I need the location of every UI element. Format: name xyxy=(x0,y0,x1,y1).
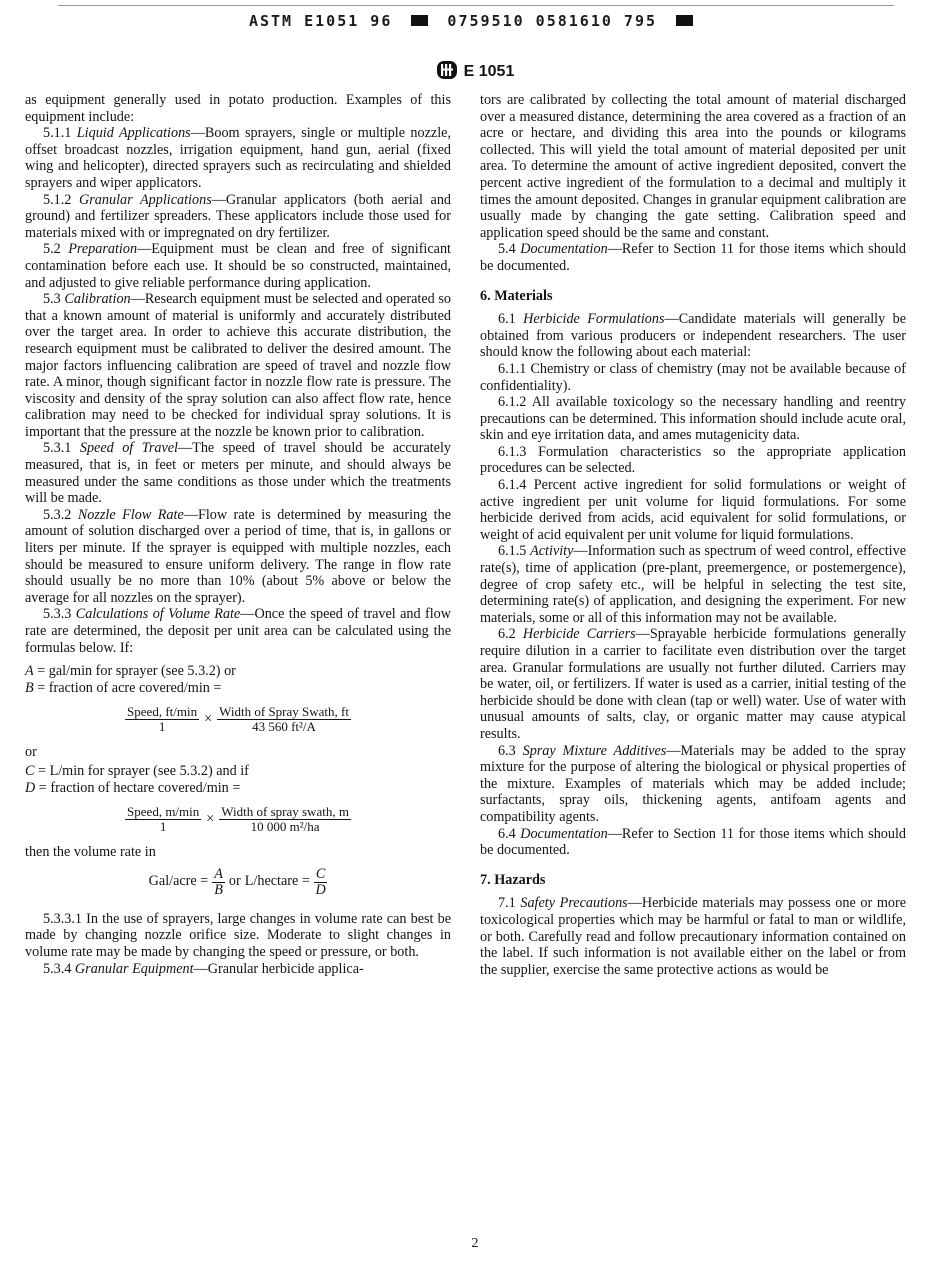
section-title: Documentation xyxy=(520,825,608,842)
volume-rate-equation: Gal/acre = $\frac{A}{B}$ or L/hectare = $\frac{C}{D}$ xyxy=(148,865,326,898)
fraction: $\frac{C}{D}$ xyxy=(315,865,326,898)
paragraph-continued: tors are calibrated by collecting the total amount of material discharged over a measured distance, determining the area covered as a fraction of an acre or hectare, and dividing this area into the pounds or kilograms collected. This will yield the total amount of material deposited per unit area. To determine the amount of active ingredient deposited, convert the percent active ingredient of the formulation to a decimal and multiply it times the amount deposited. Changes in granular equipment calibration are usually made by changing the gate setting. Calibration speed and application speed should be the same and constant. xyxy=(480,92,906,241)
section-5-3-1: 5.3.1 Speed of Travel—The speed of travel should be accurately measured, that is, in feet or meters per minute, and should always be measured under the same conditions as those under which the treatments will be made. xyxy=(25,440,452,507)
section-title: Spray Mixture Additives xyxy=(522,742,667,759)
section-title: Speed of Travel xyxy=(79,440,178,457)
section-title: Documentation xyxy=(520,241,608,258)
section-title: Nozzle Flow Rate xyxy=(77,506,184,523)
section-6-3: 6.3 Spray Mixture Additives—Materials may be added to the spray mixture for the purpose of altering the biological or physical properties of the mixture. Examples of materials which may be added include; surfactants, spray oils, thickening agents, antifoam agents and compatibility agents. xyxy=(480,742,906,825)
astm-logo-icon xyxy=(436,60,458,80)
section-5-2: 5.2 Preparation—Equipment must be clean and free of significant contamination before each use. It should be so constructed, maintained, and adjusted to give reliable performance during application. xyxy=(25,241,452,291)
page-number: 2 xyxy=(471,1236,479,1251)
variable-a: A = gal/min for sprayer (see 5.3.2) or xyxy=(25,663,236,680)
section-6-1-4: 6.1.4 Percent active ingredient for solid formulations or weight of active ingredient per unit volume for liquid formulations. For some herbicide derived from acids, acid equivalent for solid formulations, or weight of acid equivalent per unit volume for liquid formulations. xyxy=(480,477,906,543)
header-code-part-1: ASTM E1051 96 xyxy=(248,11,393,30)
section-title: Herbicide Carriers xyxy=(522,626,636,643)
heading-hazards: 7. Hazards xyxy=(480,871,546,888)
formula-acre: $\frac{\text{Speed, ft/min}}{1}$ × $\frac{\text{Width of Spray Swath, ft}}{\text{43 560 ft²/A}}$ xyxy=(127,704,349,735)
top-rule xyxy=(58,5,894,6)
section-title: Calculations of Volume Rate xyxy=(75,606,241,623)
section-5-3-3: 5.3.3 Calculations of Volume Rate—Once the speed of travel and flow rate are determined, the deposit per unit area can be calculated using the formulas below. If: xyxy=(25,606,451,656)
formula-hectare: $\frac{\text{Speed, m/min}}{1}$ × $\frac{\text{Width of spray swath, m}}{\text{10 000 m²/ha}}$ xyxy=(127,804,349,835)
variable-c: C = L/min for sprayer (see 5.3.2) and if xyxy=(25,762,249,779)
variable-d: D = fraction of hectare covered/min = xyxy=(25,779,241,796)
section-title: Preparation xyxy=(68,241,138,258)
variable-b: B = fraction of acre covered/min = xyxy=(25,679,222,696)
or-text: or xyxy=(25,744,37,761)
section-5-4: 5.4 Documentation—Refer to Section 11 for those items which should be documented. xyxy=(480,241,907,274)
heading-materials: 6. Materials xyxy=(480,287,553,304)
fraction: $\frac{\text{Width of spray swath, m}}{\text{10 000 m²/ha}}$ xyxy=(221,804,349,835)
section-6-1: 6.1 Herbicide Formulations—Candidate materials will generally be obtained from various producers or independent researchers. The user should know the following about each material: xyxy=(480,311,906,361)
document-designation xyxy=(0,60,950,81)
section-5-3-3-1: 5.3.3.1 In the use of sprayers, large changes in volume rate can best be made by changing nozzle orifice size. Moderate to slight changes in volume rate may be made by changing the speed or pressure, or both. xyxy=(25,910,452,960)
fraction: $\frac{A}{B}$ xyxy=(214,865,223,898)
section-5-3-2: 5.3.2 Nozzle Flow Rate—Flow rate is determined by measuring the amount of solution discharged over a period of time, that is, in gallons or liters per minute. If the sprayer is equipped with multiple nozzles, each should be measured to ensure uniform delivery. The range in flow rate should usually be no more than 10% (about 5% above or below the average for all nozzles on the sprayer). xyxy=(25,506,451,606)
header-code-part-2: 0759510 0581610 795 xyxy=(447,11,658,30)
section-5-3: 5.3 Calibration—Research equipment must be selected and operated so that a known amount of material is uniformly and accurately distributed over the target area. In order to achieve this accurate distribution, the research equipment must be calibrated to deliver the desired amount. The major factors influencing calibration are speed of travel and nozzle flow rate. A minor, though significant factor in nozzle flow rate is pressure. The viscosity and density of the spray solution can also affect flow rate, hence calibration may need to be checked for individual spray solutions. It is important that the pressure at the nozzle be known prior to calibration. xyxy=(25,291,451,440)
header-block-mark xyxy=(411,15,428,26)
section-title: Activity xyxy=(530,543,574,560)
section-6-1-3: 6.1.3 Formulation characteristics so the appropriate application procedures can be selected. xyxy=(480,443,906,477)
document-id: E 1051 xyxy=(463,63,515,80)
paragraph-continued: as equipment generally used in potato production. Examples of this equipment include: xyxy=(25,92,451,125)
section-7-1: 7.1 Safety Precautions—Herbicide materials may possess one or more toxicological properties which may be harmful or fatal to man or wildlife, or both. Carefully read and follow precautionary information contained on the label. If such information is not available either on the label or from the supplier, exercise the same protective actions as would be xyxy=(480,895,906,978)
fraction: $\frac{\text{Width of Spray Swath, ft}}{\text{43 560 ft²/A}}$ xyxy=(219,704,349,735)
section-title: Calibration xyxy=(64,291,131,308)
fraction: $\frac{\text{Speed, m/min}}{1}$ xyxy=(127,804,200,835)
section-6-1-2: 6.1.2 All available toxicology so the necessary handling and reentry precautions can be determined. This information should include acute oral, skin and eye irritation data, and ames mutagenicity data. xyxy=(480,394,906,444)
left-column xyxy=(25,92,451,977)
right-column xyxy=(480,92,906,978)
then-text: then the volume rate in xyxy=(25,844,156,861)
section-title: Herbicide Formulations xyxy=(523,311,665,328)
section-title: Safety Precautions xyxy=(520,895,628,912)
section-6-2: 6.2 Herbicide Carriers—Sprayable herbicide formulations generally require dilution in a carrier to facilitate even distribution over the target area. Granular formulations are usually not further diluted. Carriers may be water, oil, or fertilizers. If water is used as a carrier, initial testing of the herbicide should be done with clean (tap or well) water. Use of water with unusual amounts of salts, clay, or organic matter may cause atypical results. xyxy=(480,626,906,742)
section-5-3-4: 5.3.4 Granular Equipment—Granular herbicide applica- xyxy=(43,960,364,977)
fraction: $\frac{\text{Speed, ft/min}}{1}$ xyxy=(127,704,198,735)
section-5-1-1: 5.1.1 Liquid Applications—Boom sprayers, single or multiple nozzle, offset broadcast nozzles, irrigation equipment, hand gun, aerial (fixed wing and helicopter), directed sprayers such as recirculating and shielded sprayers and wiper applicators. xyxy=(25,125,451,191)
section-6-1-5: 6.1.5 Activity—Information such as spectrum of weed control, effective rate(s), time of application (pre-plant, preemergence, or postemergence), degree of crop safety etc., will be helpful in selecting the test site, determining rate(s) of application, and designing the experiment. For new materials, some or all of this information may not be available. xyxy=(480,543,907,626)
astm-header-code xyxy=(0,11,950,30)
section-title: Liquid Applications xyxy=(76,125,191,142)
section-6-4: 6.4 Documentation—Refer to Section 11 for those items which should be documented. xyxy=(480,825,907,859)
header-block-mark xyxy=(676,15,693,26)
section-5-1-2: 5.1.2 Granular Applications—Granular applicators (both aerial and ground) and fertilizer spreaders. These applicators include those used for materials mixed with or impregnated on dry fertilizer. xyxy=(25,191,452,241)
section-title: Granular Applications xyxy=(79,191,212,208)
section-6-1-1: 6.1.1 Chemistry or class of chemistry (may not be available because of confidentiality). xyxy=(480,360,906,394)
section-title: Granular Equipment xyxy=(74,960,194,977)
